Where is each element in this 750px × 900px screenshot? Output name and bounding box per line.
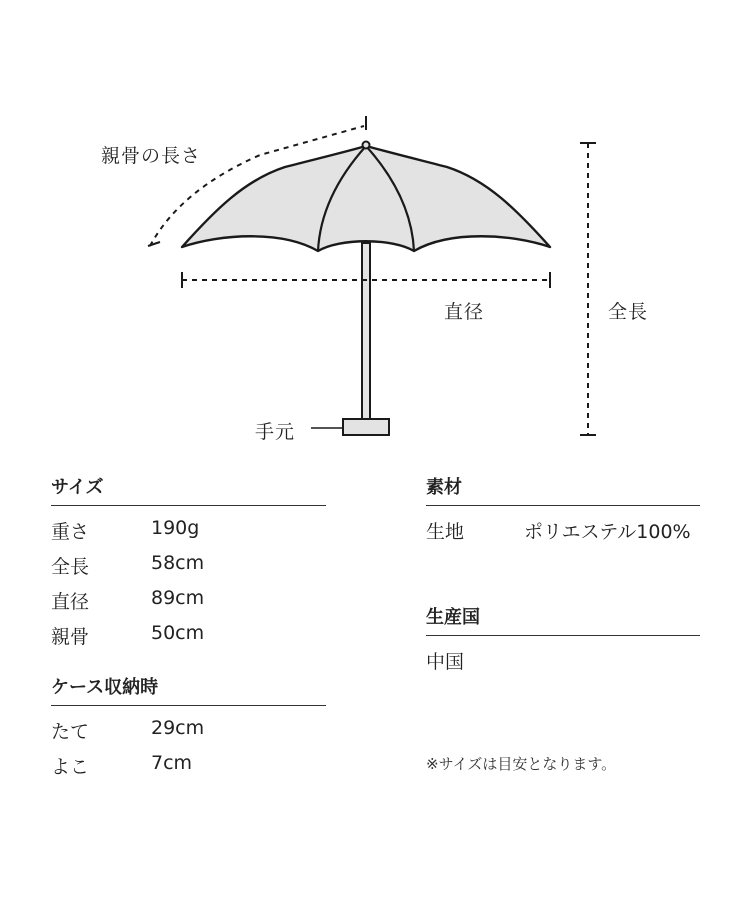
case-row-label: よこ xyxy=(51,756,90,778)
umbrella-tip xyxy=(363,142,370,149)
size-divider xyxy=(51,505,326,506)
umbrella-shaft xyxy=(362,243,370,419)
size-row-value: 58cm xyxy=(151,552,205,574)
case-row-label: たて xyxy=(51,721,90,743)
size-row-value: 50cm xyxy=(151,622,205,644)
origin-section-title: 生産国 xyxy=(426,607,480,628)
size-row-value: 190g xyxy=(151,517,200,539)
size-row-label: 全長 xyxy=(51,556,90,578)
material-row-label: 生地 xyxy=(426,521,465,543)
size-row-value: 89cm xyxy=(151,587,205,609)
umbrella-handle xyxy=(343,419,389,435)
size-section-title: サイズ xyxy=(51,477,104,498)
size-row-label: 重さ xyxy=(51,521,90,543)
origin-country: 中国 xyxy=(426,651,465,673)
material-section-title: 素材 xyxy=(426,477,462,498)
case-row-value: 7cm xyxy=(151,752,193,774)
case-row-value: 29cm xyxy=(151,717,205,739)
material-row-value: ポリエステル100% xyxy=(524,521,691,543)
rib-length-tick-bottom xyxy=(148,242,160,246)
size-row-label: 親骨 xyxy=(51,626,90,648)
rib-length-label: 親骨の長さ xyxy=(101,145,202,167)
size-row-label: 直径 xyxy=(51,591,90,613)
total-length-label: 全長 xyxy=(608,301,649,323)
umbrella-canopy xyxy=(182,146,550,251)
origin-divider xyxy=(426,635,700,636)
size-disclaimer-note: ※サイズは目安となります。 xyxy=(426,755,617,773)
case-section-title: ケース収納時 xyxy=(51,677,159,698)
handle-label: 手元 xyxy=(255,421,296,443)
diameter-label: 直径 xyxy=(444,301,485,323)
case-divider xyxy=(51,705,326,706)
material-divider xyxy=(426,505,700,506)
